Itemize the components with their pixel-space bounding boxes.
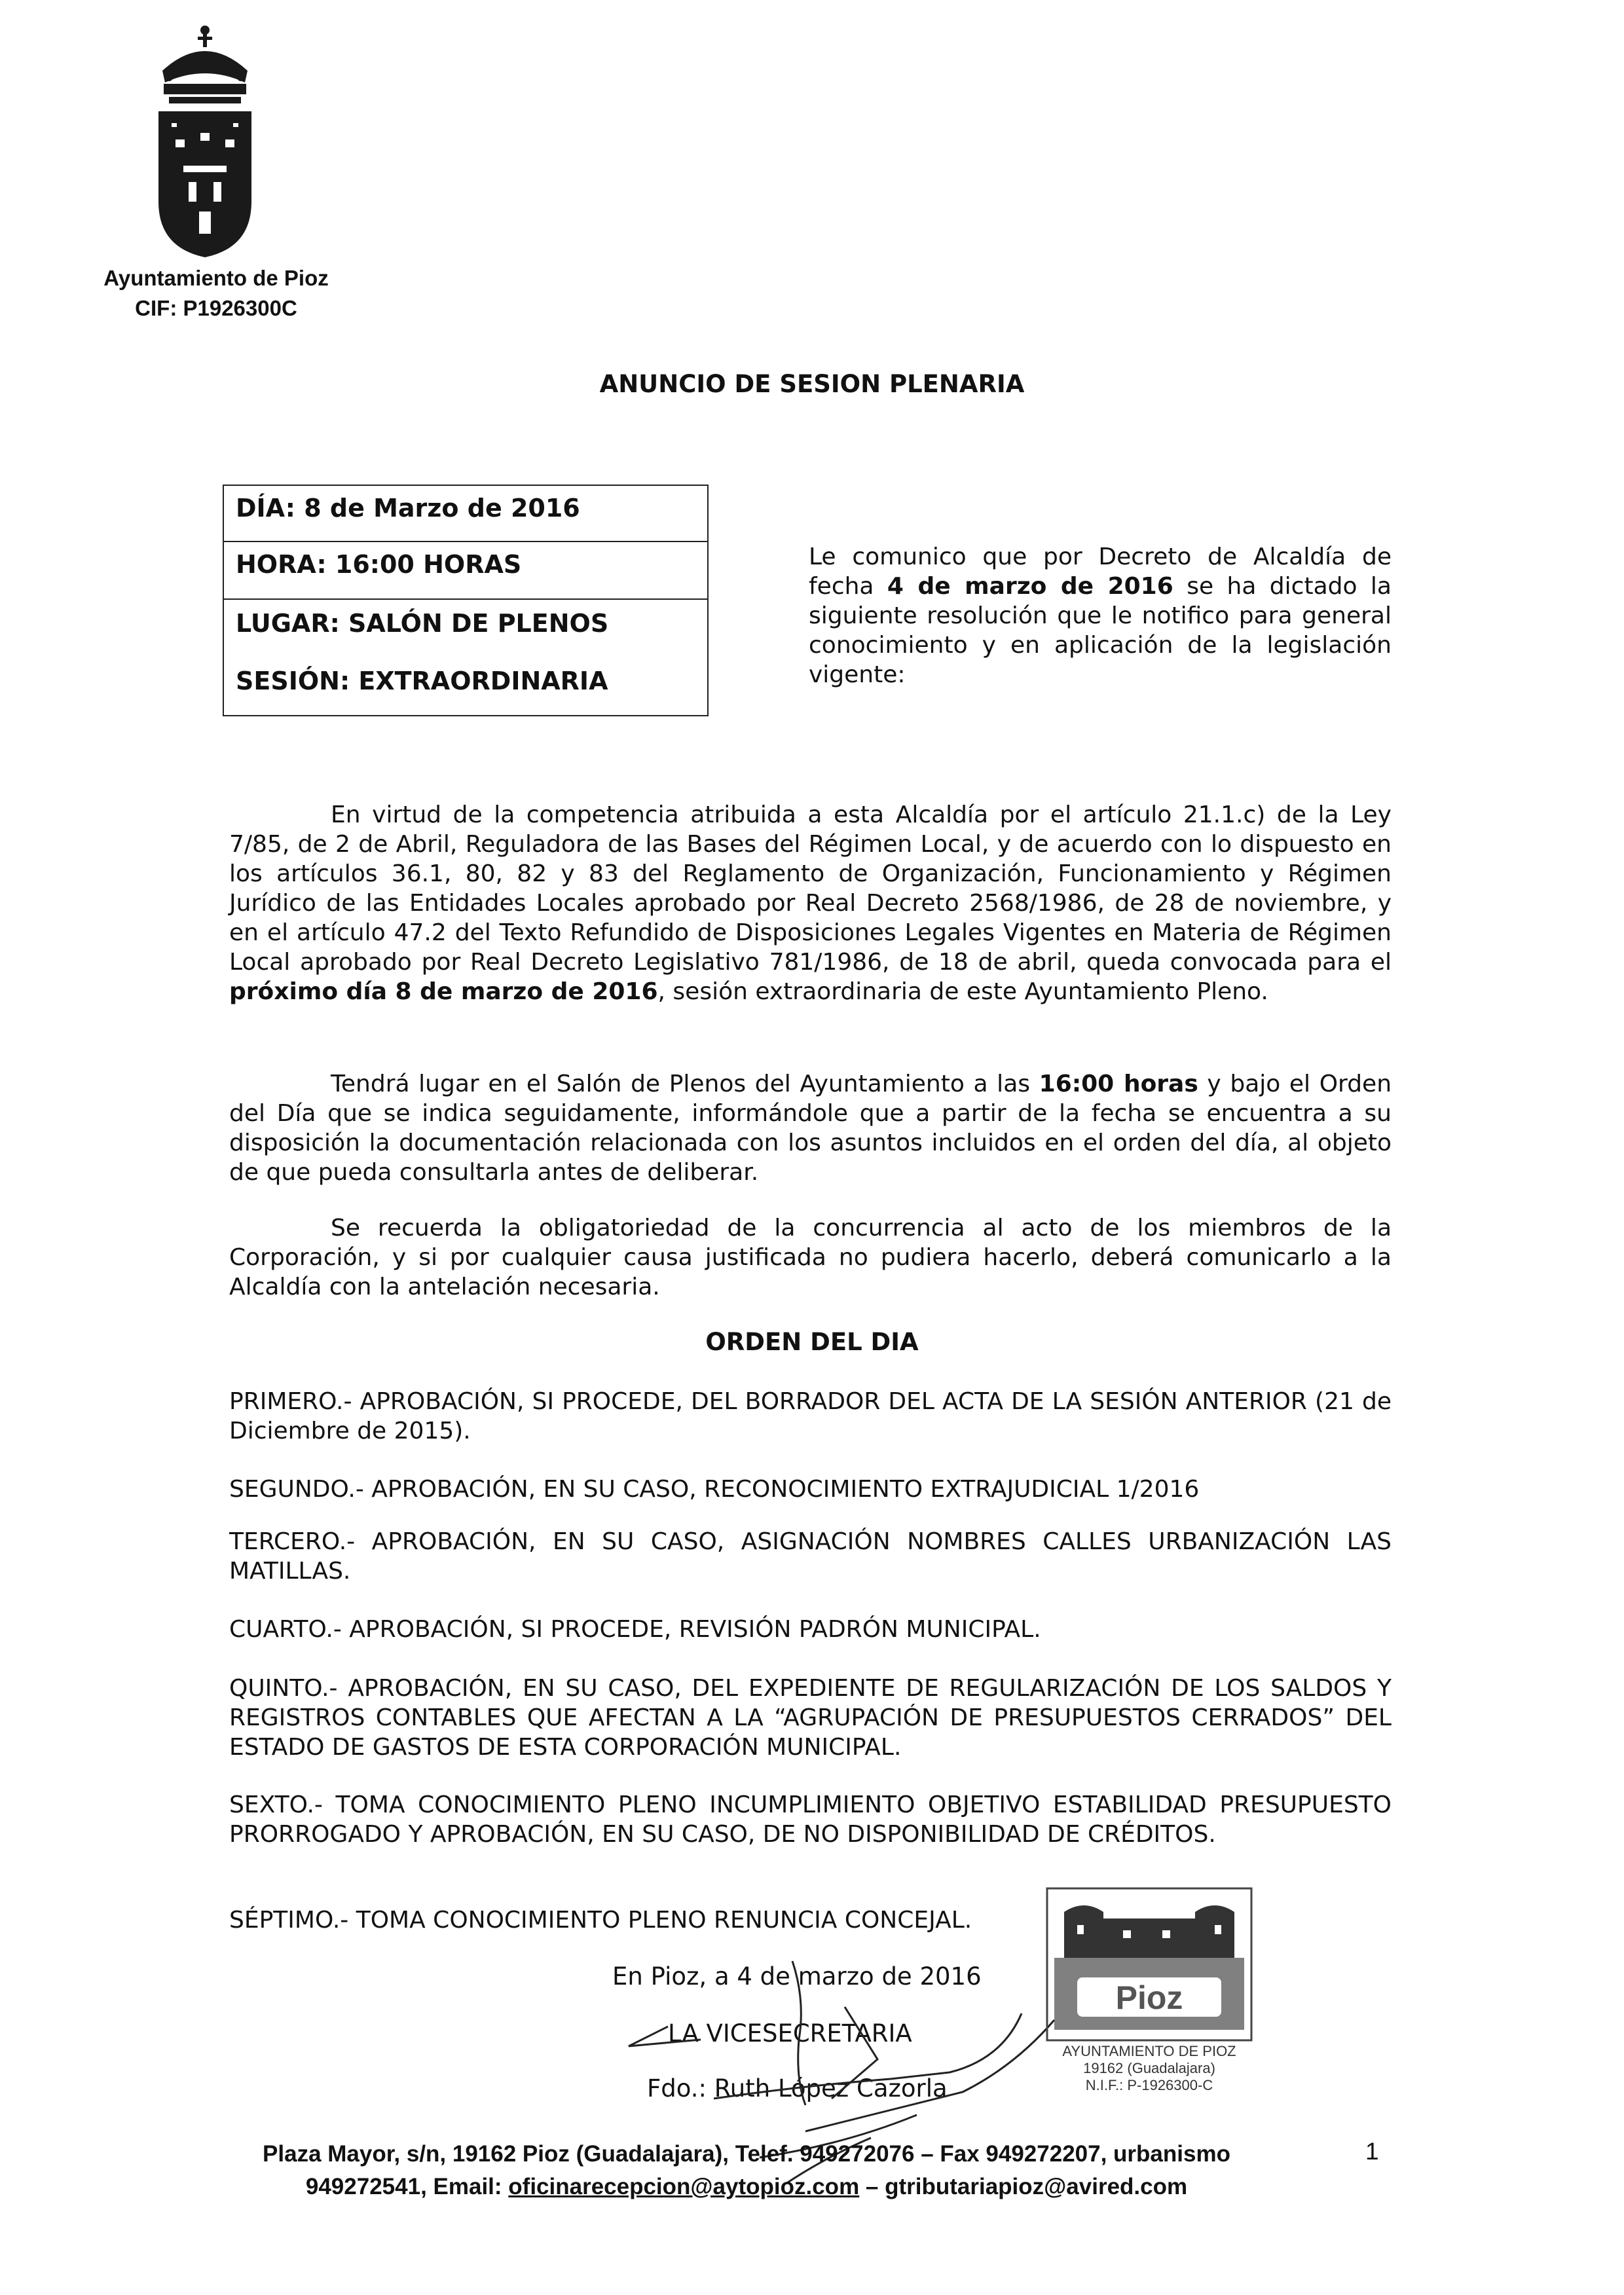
agenda-item-text: TERCERO.- APROBACIÓN, EN SU CASO, ASIGNACIÓN NOMBRES CALLES URBANIZACIÓN LAS MATILLAS. [229, 1528, 1392, 1585]
agenda-item-3 [229, 1527, 1392, 1586]
footer-contact [124, 2171, 1369, 2203]
agenda-item-text: SÉPTIMO.- TOMA CONOCIMIENTO PLENO RENUNCIA CONCEJAL. [229, 1907, 972, 1934]
agenda-item-text: PRIMERO.- APROBACIÓN, SI PROCEDE, DEL BORRADOR DEL ACTA DE LA SESIÓN ANTERIOR (21 de Diciembre de 2015). [229, 1388, 1392, 1444]
info-divider [224, 541, 707, 542]
session-info-box [223, 485, 709, 716]
agenda-item-6 [229, 1790, 1392, 1849]
signatory-name: Fdo.: Ruth López Cazorla [647, 2074, 948, 2102]
orden-del-dia-title: ORDEN DEL DIA [705, 1328, 919, 1356]
info-hora: HORA: 16:00 HORAS [236, 550, 522, 579]
footer [124, 2138, 1369, 2203]
paragraph-text: y bajo el Orden del Día que se indica seguidamente, informándole que a partir de la fecha se encuentra a su disposición la documentación relacionada con los asuntos incluidos en el orden del día, al objeto de que pueda consultarla antes de deliberar. [229, 1071, 1392, 1186]
footer-text: 949272541, Email: [305, 2174, 509, 2199]
org-cif: CIF: P1926300C [135, 296, 297, 320]
agenda-item-2 [229, 1475, 1392, 1504]
notice-date: 4 de marzo de 2016 [887, 573, 1173, 600]
stamp-line: AYUNTAMIENTO DE PIOZ [1062, 2043, 1236, 2059]
stamp-line: N.I.F.: P-1926300-C [1085, 2077, 1213, 2093]
body-paragraph-1 [229, 800, 1392, 1006]
municipal-stamp-icon [1044, 1886, 1254, 2043]
signatory-role: LA VICESECRETARIA [668, 2019, 912, 2047]
session-date: próximo día 8 de marzo de 2016 [229, 978, 658, 1005]
notice-text: se ha dictado la siguiente resolución que le notifico para general conocimiento y en aplicación de la legislación vigente: [809, 573, 1392, 688]
info-lugar: LUGAR: SALÓN DE PLENOS [236, 609, 609, 638]
place-date: En Pioz, a 4 de marzo de 2016 [612, 1962, 982, 1991]
paragraph-text: , sesión extraordinaria de este Ayuntamiento Pleno. [657, 978, 1268, 1005]
email-link-tributaria[interactable]: gtributariapioz@avired.com [885, 2174, 1188, 2199]
info-dia: DÍA: 8 de Marzo de 2016 [236, 494, 580, 523]
session-time: 16:00 horas [1039, 1071, 1198, 1097]
stamp-line: 19162 (Guadalajara) [1083, 2060, 1215, 2076]
agenda-item-4 [229, 1615, 1392, 1644]
info-sesion: SESIÓN: EXTRAORDINARIA [236, 667, 608, 695]
agenda-item-text: SEXTO.- TOMA CONOCIMIENTO PLENO INCUMPLIMIENTO OBJETIVO ESTABILIDAD PRESUPUESTO PRORROGADO Y APROBACIÓN, EN SU CASO, DE NO DISPONIBILIDAD DE CRÉDITOS. [229, 1791, 1392, 1848]
agenda-item-text: SEGUNDO.- APROBACIÓN, EN SU CASO, RECONOCIMIENTO EXTRAJUDICIAL 1/2016 [229, 1476, 1200, 1503]
stamp-text [1041, 2043, 1257, 2094]
footer-text: – [859, 2174, 885, 2199]
body-paragraph-3 [229, 1213, 1392, 1302]
page-number: 1 [1365, 2138, 1379, 2165]
svg-text:Pioz: Pioz [1115, 1979, 1183, 2016]
info-divider [224, 598, 707, 600]
document-title: ANUNCIO DE SESION PLENARIA [599, 370, 1025, 398]
email-link-recepcion[interactable]: oficinarecepcion@aytopioz.com [508, 2174, 860, 2199]
paragraph-text: En virtud de la competencia atribuida a esta Alcaldía por el artículo 21.1.c) de la Ley 7/85, de 2 de Abril, Reguladora de las Bases del Régimen Local, y de acuerdo con lo dispuesto en los artículos 36.1, 80, 82 y 83 del Reglamento de Organización, Funcionamiento y Régimen Jurídico de las Entidades Locales aprobado por Real Decreto 2568/1986, de 28 de noviembre, y en el artículo 47.2 del Texto Refundido de Disposiciones Legales Vigentes en Materia de Régimen Local aprobado por Real Decreto Legislativo 781/1986, de 18 de abril, queda convocada para el [229, 801, 1392, 976]
coat-of-arms-logo [149, 25, 261, 261]
org-name: Ayuntamiento de Pioz [103, 266, 329, 290]
agenda-item-text: CUARTO.- APROBACIÓN, SI PROCEDE, REVISIÓN PADRÓN MUNICIPAL. [229, 1616, 1041, 1643]
agenda-item-1 [229, 1387, 1392, 1446]
notice-text: Le comunico que por Decreto de Alcaldía de fecha [809, 543, 1392, 600]
paragraph-text: Tendrá lugar en el Salón de Plenos del Ayuntamiento a las [331, 1071, 1039, 1097]
footer-address: Plaza Mayor, s/n, 19162 Pioz (Guadalajara), Telef. 949272076 – Fax 949272207, urbanismo [263, 2141, 1230, 2167]
agenda-item-text: QUINTO.- APROBACIÓN, EN SU CASO, DEL EXPEDIENTE DE REGULARIZACIÓN DE LOS SALDOS Y REGISTROS CONTABLES QUE AFECTAN A LA “AGRUPACIÓN DE PRESUPUESTOS CERRADOS” DEL ESTADO DE GASTOS DE ESTA CORPORACIÓN MUNICIPAL. [229, 1675, 1392, 1761]
paragraph-text: Se recuerda la obligatoriedad de la concurrencia al acto de los miembros de la Corporación, y si por cualquier causa justificada no pudiera hacerlo, deberá comunicarlo a la Alcaldía con la antelación necesaria. [229, 1215, 1392, 1300]
notice-paragraph [809, 542, 1392, 689]
agenda-item-5 [229, 1674, 1392, 1762]
body-paragraph-2 [229, 1069, 1392, 1187]
org-header [79, 263, 354, 323]
